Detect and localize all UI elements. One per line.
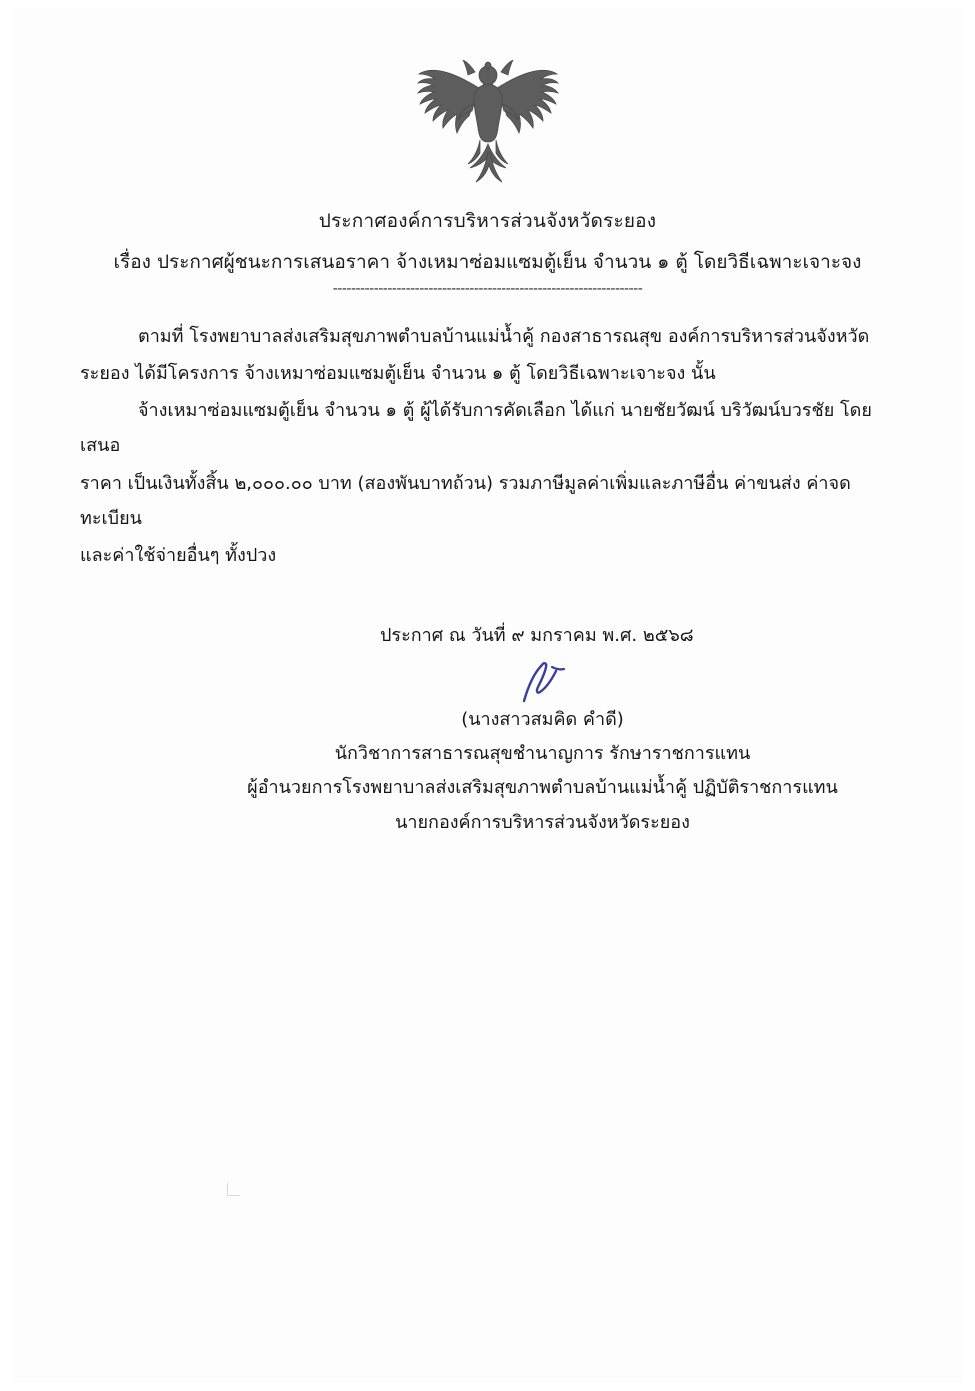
signer-role-1: นักวิชาการสาธารณสุขชำนาญการ รักษาราชการแทน (334, 743, 751, 765)
document-subject: เรื่อง ประกาศผู้ชนะการเสนอราคา จ้างเหมาซ่อมแซมตู้เย็น จำนวน ๑ ตู้ โดยวิธีเฉพาะเจาะจง (113, 250, 862, 273)
paragraph-1-line-1: ตามที่ โรงพยาบาลส่งเสริมสุขภาพตำบลบ้านแม่น้ำคู้ กองสาธารณสุข องค์การบริหารส่วนจังหวัด (138, 326, 870, 348)
garuda-emblem (12, 60, 963, 200)
signature-block (80, 659, 895, 840)
divider: -------------------------------------------------------------------- (332, 281, 643, 298)
page-title: ประกาศองค์การบริหารส่วนจังหวัดระยอง (318, 210, 657, 232)
announcement-date: ประกาศ ณ วันที่ ๙ มกราคม พ.ศ. ๒๕๖๘ (380, 624, 694, 646)
paragraph-2-line-1: จ้างเหมาซ่อมแซมตู้เย็น จำนวน ๑ ตู้ ผู้ได้รับการคัดเลือก ได้แก่ นายชัยวัฒน์ บริวัฒน์บวรชัย โดยเสนอ (80, 400, 872, 457)
document-body (80, 208, 895, 840)
signer-name: (นางสาวสมคิด คำดี) (461, 709, 624, 731)
scan-artifact (227, 1183, 240, 1196)
signature-mark (190, 659, 895, 703)
paper-sheet (12, 8, 963, 1383)
signer-role-2: ผู้อำนวยการโรงพยาบาลส่งเสริมสุขภาพตำบลบ้านแม่น้ำคู้ ปฏิบัติราชการแทน (247, 777, 838, 799)
signer-role-3: นายกองค์การบริหารส่วนจังหวัดระยอง (395, 811, 690, 833)
paragraph-2-line-2: ราคา เป็นเงินทั้งสิ้น ๒,๐๐๐.๐๐ บาท (สองพันบาทถ้วน) รวมภาษีมูลค่าเพิ่มและภาษีอื่น ค่าขนส่ง ค่าจดทะเบียน (80, 472, 851, 529)
paragraph-2-line-3: และค่าใช้จ่ายอื่นๆ ทั้งปวง (80, 544, 277, 566)
paragraph-1-line-2: ระยอง ได้มีโครงการ จ้างเหมาซ่อมแซมตู้เย็น จำนวน ๑ ตู้ โดยวิธีเฉพาะเจาะจง นั้น (80, 363, 716, 385)
